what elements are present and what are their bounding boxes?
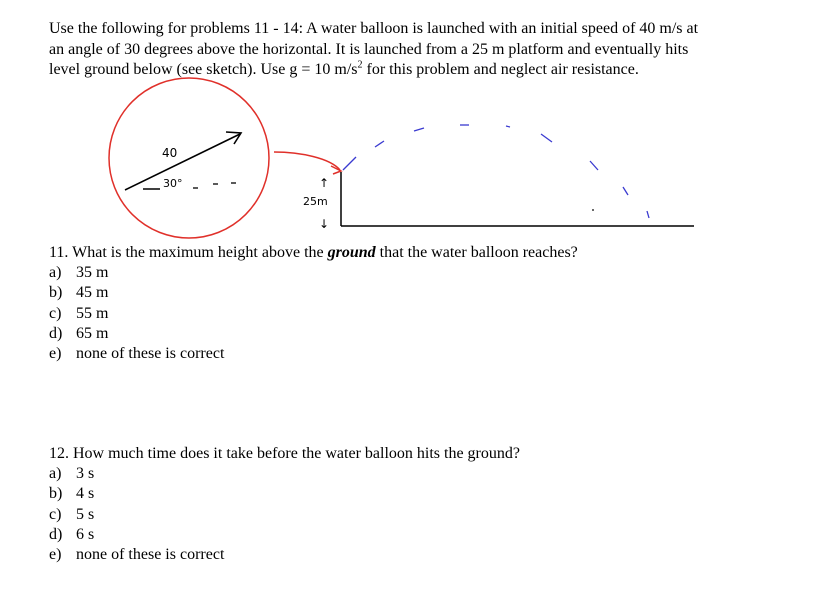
option-letter: b)	[49, 485, 63, 503]
question-11-option-d[interactable]	[49, 324, 578, 344]
option-letter: b)	[49, 284, 63, 302]
option-letter: e)	[49, 546, 62, 564]
question-11-stem-end: that the water balloon reaches?	[375, 244, 578, 261]
option-letter: e)	[49, 345, 62, 363]
option-text: 45 m	[76, 284, 109, 302]
trajectory-dash	[414, 128, 424, 131]
height-arrow-down: ↓	[319, 217, 330, 231]
question-11-option-b[interactable]	[49, 283, 578, 303]
trajectory-dash	[375, 141, 384, 147]
question-11-stem-start: 11. What is the maximum height above the	[49, 244, 328, 261]
option-letter: d)	[49, 525, 63, 543]
trajectory-dash	[623, 187, 628, 195]
option-text: none of these is correct	[76, 546, 225, 564]
question-12-option-c[interactable]	[49, 505, 520, 525]
question-12-stem: 12. How much time does it take before the water balloon hits the ground?	[49, 445, 520, 462]
option-letter: a)	[49, 264, 62, 282]
option-letter: c)	[49, 505, 62, 523]
ground-emphasis: ground	[327, 244, 376, 261]
option-text: 55 m	[76, 304, 109, 322]
option-text: 3 s	[76, 465, 95, 483]
option-letter: d)	[49, 324, 63, 342]
option-letter: c)	[49, 304, 62, 322]
height-label: 25m	[303, 195, 328, 208]
ink-dot	[592, 209, 594, 211]
intro-line-1: Use the following for problems 11 - 14: A water balloon is launched with an initial speed of 40 m/s at	[49, 20, 699, 37]
option-text: 4 s	[76, 485, 95, 503]
zoom-pointer-arrowhead	[331, 166, 341, 174]
question-12-option-e[interactable]	[49, 545, 520, 565]
question-11-option-a[interactable]	[49, 263, 578, 283]
trajectory-dash	[590, 161, 598, 170]
projectile-sketch	[0, 0, 825, 240]
intro-line-2: an angle of 30 degrees above the horizontal. It is launched from a 25 m platform and eventually hits	[49, 40, 689, 58]
zoom-pointer-line	[274, 152, 340, 170]
speed-label: 40	[162, 146, 178, 160]
option-text: 35 m	[76, 264, 109, 282]
option-text: 5 s	[76, 505, 95, 523]
question-11-option-c[interactable]	[49, 304, 578, 324]
height-arrow-up: ↑	[319, 176, 330, 190]
intro-line-3-start: level ground below (see sketch). Use g = 10 m/s	[49, 61, 358, 78]
question-11	[49, 243, 578, 364]
trajectory-dash	[343, 157, 356, 170]
option-text: none of these is correct	[76, 345, 225, 363]
trajectory-dash	[541, 134, 552, 142]
question-12-option-d[interactable]	[49, 525, 520, 545]
intro-line-3-end: for this problem and neglect air resistance.	[362, 61, 639, 78]
option-text: 65 m	[76, 324, 109, 342]
question-12	[49, 444, 520, 565]
angle-label: 30°	[163, 177, 183, 190]
question-11-option-e[interactable]	[49, 344, 578, 364]
option-letter: a)	[49, 465, 62, 483]
trajectory-dash	[647, 211, 649, 218]
option-text: 6 s	[76, 525, 95, 543]
velocity-vector	[125, 134, 240, 190]
trajectory-dashes	[343, 125, 649, 218]
question-11-stem	[49, 243, 578, 263]
question-12-option-b[interactable]	[49, 484, 520, 504]
squared-superscript: 2	[357, 59, 363, 71]
trajectory-dash	[506, 126, 510, 127]
question-12-option-a[interactable]	[49, 464, 520, 484]
